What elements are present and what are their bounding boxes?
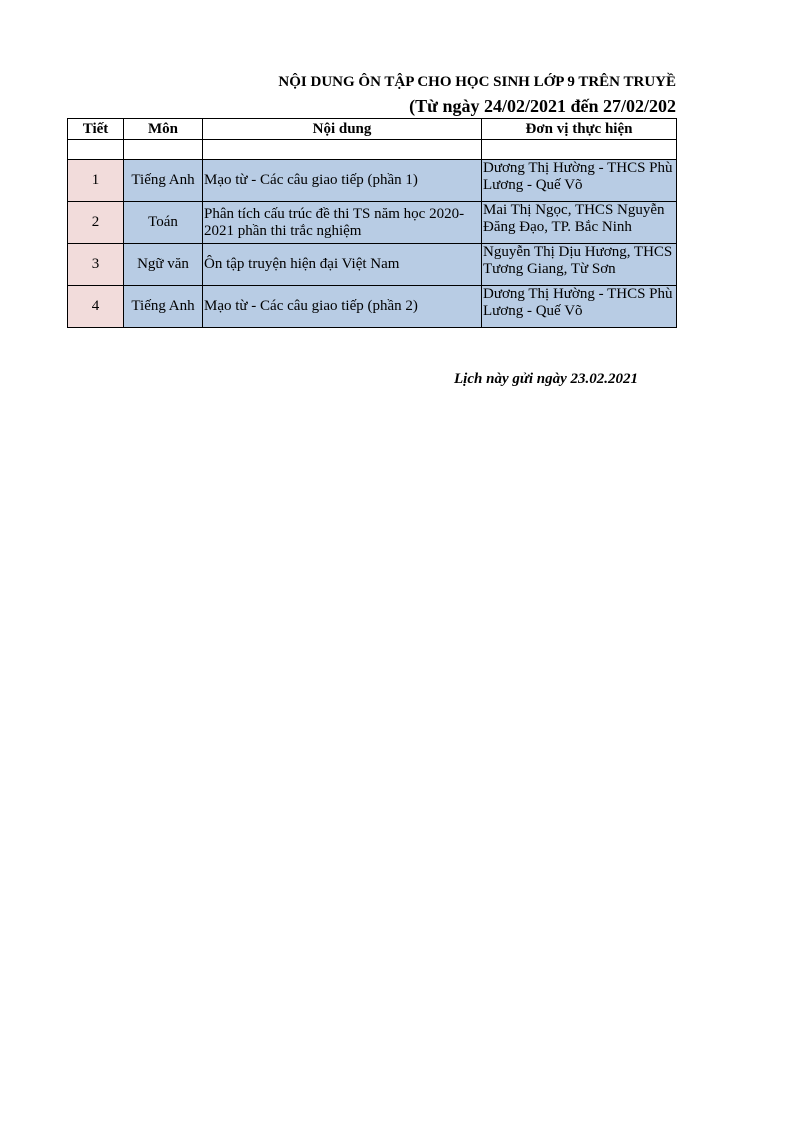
document-title: NỘI DUNG ÔN TẬP CHO HỌC SINH LỚP 9 TRÊN TRUYỀ <box>278 74 676 90</box>
table-row <box>68 202 677 244</box>
date-range: (Từ ngày 24/02/2021 đến 27/02/202 <box>409 96 676 116</box>
cell-don-vi-text: Nguyễn Thị Dịu Hương, THCS Tương Giang, Từ Sơn <box>483 244 673 277</box>
send-date-note: Lịch này gửi ngày 23.02.2021 <box>454 371 638 387</box>
blank-cell <box>203 140 482 160</box>
cell-don-vi <box>482 202 677 244</box>
schedule-table <box>67 118 677 328</box>
blank-cell <box>482 140 677 160</box>
cell-don-vi <box>482 286 677 328</box>
cell-tiet: 2 <box>68 202 124 244</box>
header-mon: Môn <box>124 119 203 140</box>
cell-don-vi-text: Mai Thị Ngọc, THCS Nguyễn Đăng Đạo, TP. Bắc Ninh <box>483 202 665 235</box>
cell-don-vi <box>482 244 677 286</box>
cell-don-vi <box>482 160 677 202</box>
cell-tiet: 4 <box>68 286 124 328</box>
cell-noi-dung: Ôn tập truyện hiện đại Việt Nam <box>203 244 482 286</box>
table-header-row <box>68 119 677 140</box>
header-noi-dung: Nội dung <box>203 119 482 140</box>
table-row <box>68 286 677 328</box>
cell-mon: Toán <box>124 202 203 244</box>
cell-noi-dung: Mạo từ - Các câu giao tiếp (phần 1) <box>203 160 482 202</box>
cell-noi-dung: Phân tích cấu trúc đề thi TS năm học 2020-2021 phần thi trắc nghiệm <box>203 202 482 244</box>
header-don-vi: Đơn vị thực hiện <box>482 119 677 140</box>
cell-mon: Tiếng Anh <box>124 286 203 328</box>
blank-cell <box>68 140 124 160</box>
cell-noi-dung: Mạo từ - Các câu giao tiếp (phần 2) <box>203 286 482 328</box>
header-tiet: Tiết <box>68 119 124 140</box>
cell-mon: Tiếng Anh <box>124 160 203 202</box>
cell-mon: Ngữ văn <box>124 244 203 286</box>
cell-tiet: 1 <box>68 160 124 202</box>
cell-tiet: 3 <box>68 244 124 286</box>
cell-don-vi-text: Dương Thị Hường - THCS Phù Lương - Quế Võ <box>483 160 673 193</box>
table-row <box>68 160 677 202</box>
table-row <box>68 244 677 286</box>
blank-cell <box>124 140 203 160</box>
blank-row <box>68 140 677 160</box>
cell-don-vi-text: Dương Thị Hường - THCS Phù Lương - Quế Võ <box>483 286 673 319</box>
